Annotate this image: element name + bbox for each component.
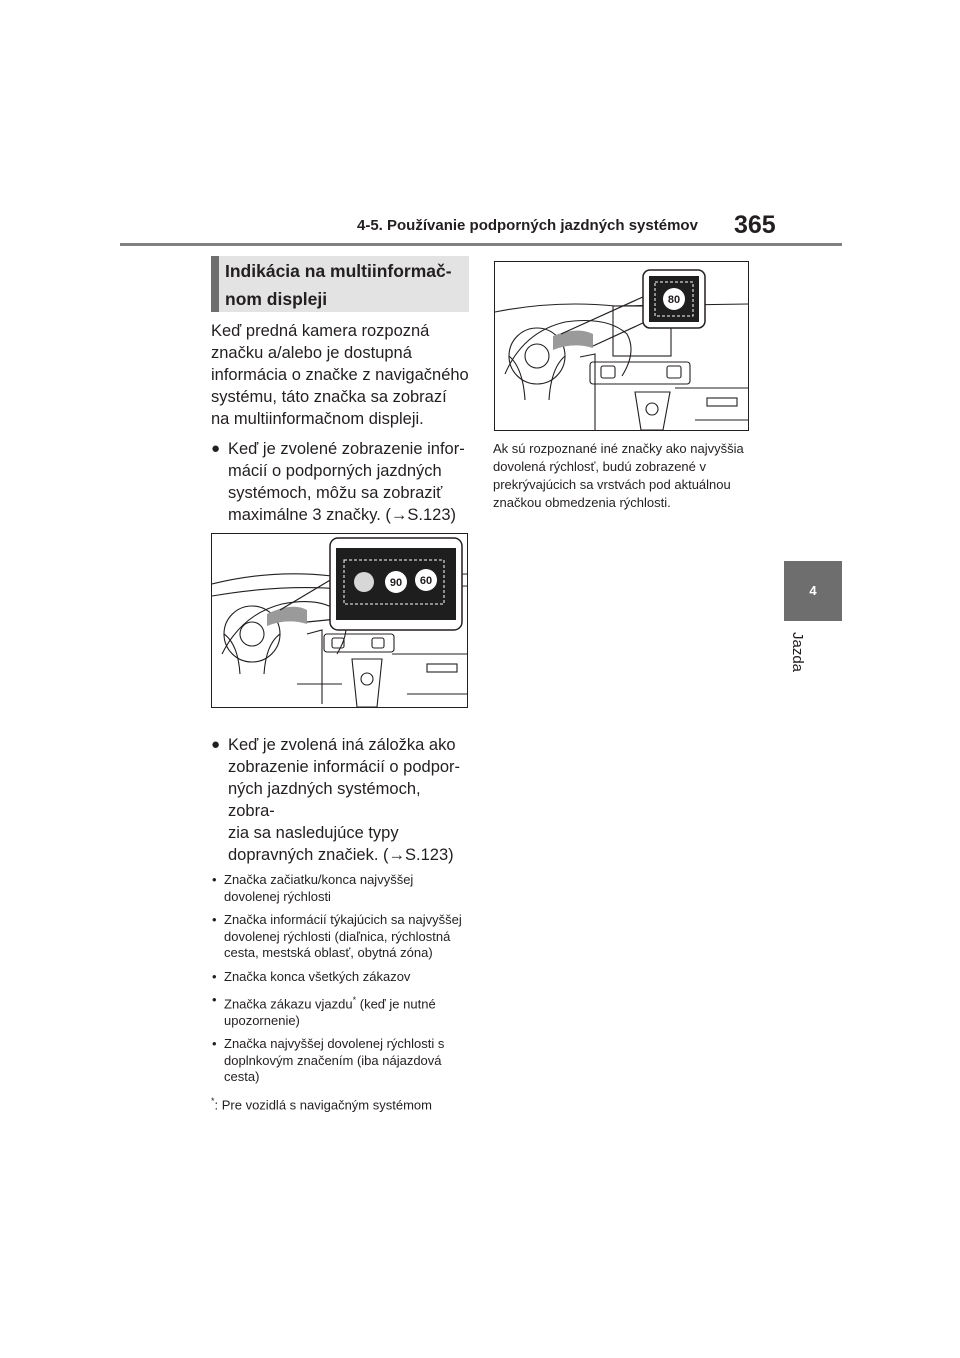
bullet-2-line: zia sa nasledujúce typy (228, 824, 399, 842)
bullet-1-line: maximálne 3 značky. (→S.123) (228, 506, 457, 524)
bullet-2-line: dopravných značiek. (→S.123) (228, 846, 454, 864)
bullet-1-line: systémoch, môžu sa zobraziť (228, 484, 443, 502)
list-item: • Značka konca všetkých zákazov (212, 968, 411, 984)
section-heading-line1: Indikácia na multiinformač- (225, 261, 452, 281)
list-item: • Značka informácií týkajúcich sa najvyššej dovolenej rýchlosti (diaľnica, rýchlostná cesta, mestská oblasť, obytná zóna) (212, 912, 462, 960)
bullet-1 (211, 438, 469, 526)
section-heading-line2: nom displeji (225, 289, 328, 309)
sign-speed-80: 80 (667, 294, 681, 306)
header-divider (120, 243, 842, 246)
footnote: *: Pre vozidlá s navigačným systémom (211, 1095, 432, 1113)
sign-speed-90: 90 (389, 577, 403, 589)
chapter-number: 4 (809, 583, 817, 598)
bullet-2 (211, 734, 469, 866)
footnote-marker: * (211, 1095, 215, 1106)
bullet-1-line: Keď je zvolené zobrazenie infor- (228, 440, 465, 458)
bullet-2-line: zobrazenie informácií o podpor- (228, 758, 461, 776)
dashboard-figure-single-sign (494, 261, 749, 431)
bullet-2-line: ných jazdných systémoch, zobra- (228, 780, 421, 820)
bullet-dot-icon: ● (211, 736, 221, 753)
bullet-1-line: mácií o podporných jazdných (228, 462, 442, 480)
bullet-2-line: Keď je zvolená iná záložka ako (228, 736, 456, 754)
sign-type-list (211, 872, 469, 1086)
bullet-dot-icon: ● (211, 440, 221, 457)
page-number: 365 (734, 211, 776, 239)
section-heading (211, 256, 469, 312)
figure-caption: Ak sú rozpoznané iné značky ako najvyššia dovolená rýchlosť, budú zobrazené v prekrývajúcich sa vrstvách pod aktuálnou značkou obmedzenia rýchlosti. (493, 441, 744, 510)
chapter-tab (784, 561, 842, 621)
list-item: • Značka začiatku/konca najvyššej dovolenej rýchlosti (212, 872, 414, 904)
chapter-label: Jazda (789, 632, 806, 673)
intro-paragraph: Keď predná kamera rozpozná značku a/alebo je dostupná informácia o značke z navigačného systému, táto značka sa zobrazí na multiinformačnom displeji. (211, 322, 469, 428)
list-item: • Značka zákazu vjazdu* (keď je nutné upozornenie) (212, 992, 436, 1028)
dashboard-figure-three-signs (211, 533, 468, 708)
left-column (211, 320, 469, 1113)
list-item: • Značka najvyššej dovolenej rýchlosti s doplnkovým značením (iba nájazdová cesta) (212, 1036, 445, 1085)
footnote-marker: * (352, 995, 357, 1005)
header-title: 4-5. Používanie podporných jazdných systémov (357, 217, 698, 234)
sign-speed-60: 60 (419, 575, 433, 587)
